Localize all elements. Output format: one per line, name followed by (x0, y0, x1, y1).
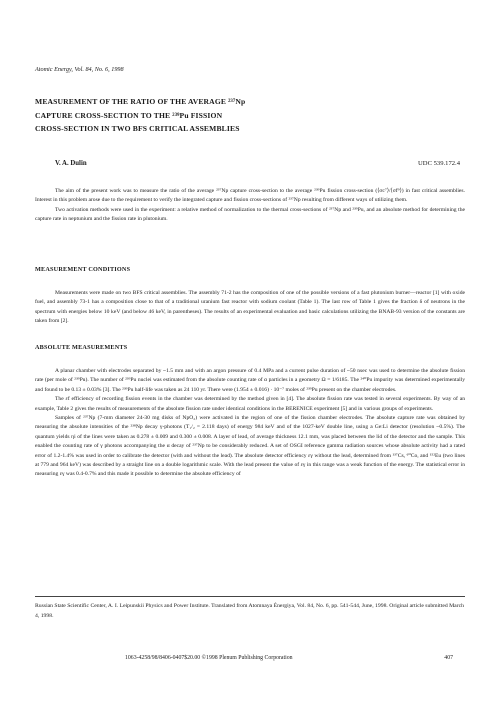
author-name: V. A. Dulin (55, 160, 87, 167)
footnote: Russian State Scientific Center, A. I. Leipunskii Physics and Power Institute. Translated from Atomnaya Énergiya, Vol. 84, No. 6, pp. 541-544, June, 1998. Original article submitted March 4, 1998. (35, 603, 464, 619)
article-title (35, 95, 465, 136)
section2-paragraph-1: A planar chamber with electrodes separated by ~1.5 mm and with an argon pressure of 0.4 MPa and a current pulse duration of ~50 nsec was used to determine the absolute fission rate (per mole of ²³⁹Pu). The number of ²³⁹Pu nuclei was estimated from the absolute counting rate of α particles in a geometry Ω = 1/6185. The ²⁴⁰Pu impurity was determined experimentally and found to be 0.13 ± 0.03% [3]. The ²³⁹Pu half-life was taken as 24 110 yr. There were (1.954 ± 0.016) · 10⁻⁷ moles of ²³⁹Pu present on the chamber electrodes. (35, 368, 465, 393)
udc-code: UDC 539.172.4 (418, 160, 460, 167)
page-number: 407 (444, 655, 453, 661)
abstract (35, 187, 465, 225)
title-line-2: CAPTURE CROSS-SECTION TO THE ²³⁹Pu FISSION (35, 110, 223, 120)
title-line-3: CROSS-SECTION IN TWO BFS CRITICAL ASSEMBLIES (35, 124, 240, 133)
section2-paragraph-3: Samples of ²³⁷Np (7-mm diameter 24-30 mg disks of NpO₂) were activated in the region of one of the fission chamber electrodes. The absolute capture rate was obtained by measuring the absolute intensities of the ²³⁸Np decay γ-photons (T₁/₂ = 2.118 days) of energy 984 keV and of the 1027-keV double line, using a Ge:Li detector (resolution ~0.5%). The quantum yields ηi of the lines were taken as 0.278 ± 0.009 and 0.300 ± 0.008. A layer of lead, of average thickness 12.1 mm, was placed between the lid of the detector and the sample. This enabled the counting rate of γ photons accompanying the α decay of ²³⁷Np to be considerably reduced. A set of OSGI reference gamma radiation sources whose absolute activity had a rated error of 1.2-1.4% was used in order to calibrate the detector (with and without the lead). The absolute detector efficiency εγ without the lead, determined from ¹³⁷Cs, ⁶⁰Co, and ¹⁵²Eu (two lines at 779 and 964 keV) was described by a straight line on a double logarithmic scale. With the lead present the value of εγ in this range was a weak function of the energy. The statistical error in measuring εγ was 0.4-0.7% and this made it possible to determine the absolute efficiency of (35, 415, 465, 478)
title-line-1: MEASUREMENT OF THE RATIO OF THE AVERAGE ²³⁷Np (35, 97, 246, 106)
footnote-divider (35, 596, 465, 597)
abstract-paragraph-2: Two activation methods were used in the experiment: a relative method of normalization to the thermal cross-sections of ²³⁷Np and ²³⁹Pu, and an absolute method for determining the capture rate in neptunium and the fission rate in plutonium. (35, 206, 465, 223)
section-absolute-measurements-body (35, 367, 465, 480)
copyright-line: 1063-4258/98/8406-0407$20.00 ©1998 Plenum Publishing Corporation (125, 655, 293, 661)
section-heading-absolute-measurements: ABSOLUTE MEASUREMENTS (35, 344, 128, 351)
section1-paragraph: Measurements were made on two BFS critical assemblies. The assembly 71-2 has the composition of one of the possible versions of a fast plutonium burner—reactor [1] with oxide fuel, and assembly 73-1 has a composition close to that of a traditional uranium fast reactor with sodium coolant (Table 1). The last row of Table 1 gives the fraction δ of neutrons in the spectrum with energies below 10 keV (and below 46 keV, in parentheses). The results of an experimental evaluation and basic calculations utilizing the BNAB-93 version of the constants are taken from [2]. (35, 290, 465, 325)
section-measurement-conditions-body (35, 289, 465, 327)
section-heading-measurement-conditions: MEASUREMENT CONDITIONS (35, 266, 131, 273)
abstract-paragraph-1: The aim of the present work was to measure the ratio of the average ²³⁷Np capture cross-section to the average ²³⁹Pu fission cross-section (⟨σc⁷⟩/⟨σf⁹⟩) in fast critical assemblies. Interest in this problem arose due to the requirement to verify the integrated capture and fission cross-sections of ²³⁷Np resulting from different ways of utilizing them. (35, 188, 465, 204)
section2-paragraph-2: The εf efficiency of recording fission events in the chamber was determined by the method given in [4]. The absolute fission rate was tested in several experiments. By way of an example, Table 2 gives the results of measurements of the absolute fission rate under identical conditions in the BERENICE experiment [5] and in various groups of experiments. (35, 396, 465, 412)
journal-reference: Atomic Energy, Vol. 84, No. 6, 1998 (35, 66, 124, 73)
